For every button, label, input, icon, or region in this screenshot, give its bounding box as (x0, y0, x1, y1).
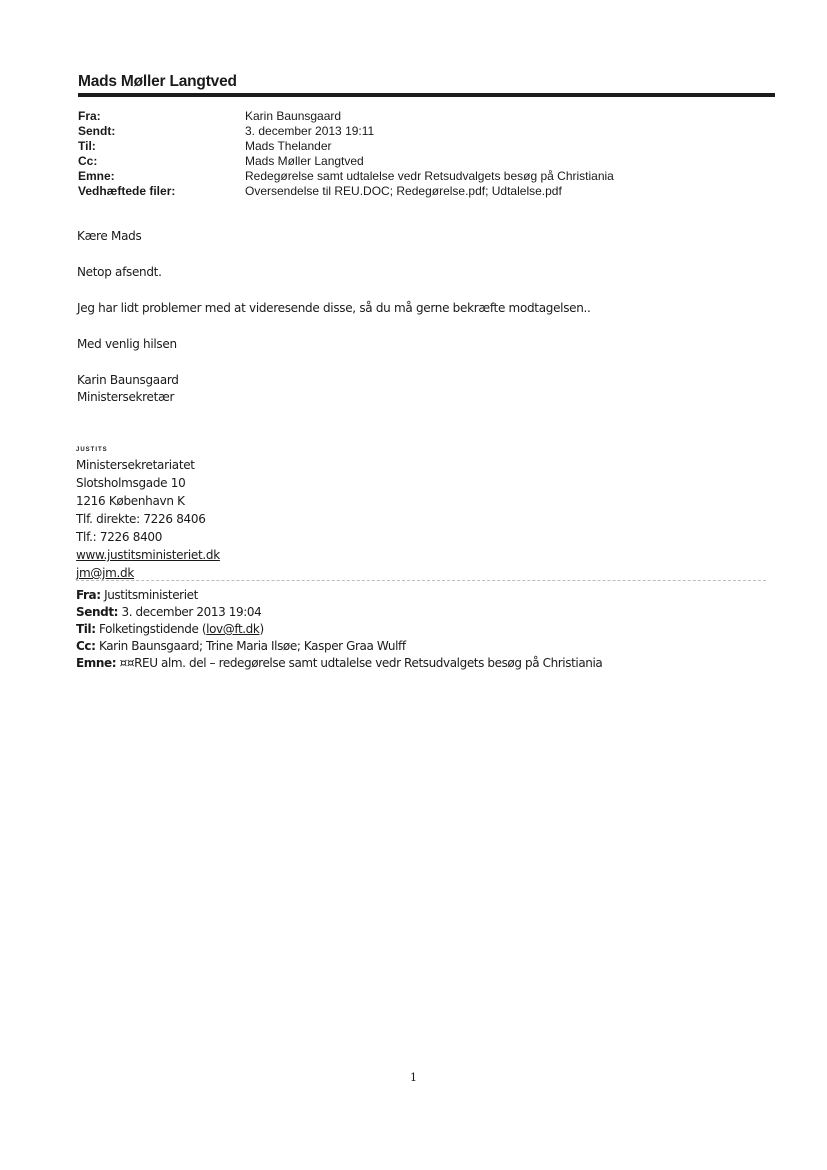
title-rule (78, 93, 775, 97)
forward-separator (76, 580, 766, 581)
greeting: Kære Mads (77, 229, 142, 243)
website-link[interactable]: www.justitsministeriet.dk (76, 548, 220, 562)
body-line-2: Jeg har lidt problemer med at videresende disse, så du må gerne bekræfte modtagelsen.. (77, 301, 591, 315)
signature-city: 1216 København K (76, 494, 185, 508)
cc-value: Mads Møller Langtved (245, 154, 364, 168)
forwarded-to-email-link[interactable]: lov@ft.dk (206, 622, 260, 636)
signature-phone: Tlf.: 7226 8400 (76, 530, 163, 544)
forwarded-cc (76, 639, 406, 654)
forwarded-cc-value: Karin Baunsgaard; Trine Maria Ilsøe; Kasper Graa Wulff (98, 639, 406, 653)
sent-value: 3. december 2013 19:11 (245, 124, 375, 138)
sender-name: Karin Baunsgaard (77, 373, 179, 387)
forwarded-sent-value: 3. december 2013 19:04 (121, 605, 262, 619)
subject-value: Redegørelse samt udtalelse vedr Retsudvalgets besøg på Christiania (245, 169, 614, 183)
forwarded-cc-label: Cc: (76, 639, 96, 653)
sender-title: Ministersekretær (77, 390, 175, 404)
from-label: Fra: (78, 109, 101, 123)
forwarded-subject (76, 656, 602, 671)
document-title: Mads Møller Langtved (78, 73, 237, 90)
attachments-value: Oversendelse til REU.DOC; Redegørelse.pdf; Udtalelse.pdf (245, 184, 562, 198)
subject-label: Emne: (78, 169, 115, 183)
to-label: Til: (78, 139, 96, 153)
attachments-label: Vedhæftede filer: (78, 184, 176, 198)
forwarded-subject-value: ¤¤REU alm. del – redegørelse samt udtalelse vedr Retsudvalgets besøg på Christiania (119, 656, 603, 670)
forwarded-to-value: Folketingstidende (99, 622, 199, 636)
closing: Med venlig hilsen (77, 337, 177, 351)
forwarded-from-value: Justitsministeriet (104, 588, 198, 602)
from-value: Karin Baunsgaard (245, 109, 342, 123)
cc-label: Cc: (78, 154, 98, 168)
forwarded-from-label: Fra: (76, 588, 101, 602)
forwarded-from (76, 588, 198, 603)
to-value: Mads Thelander (245, 139, 332, 153)
forwarded-to-label: Til: (76, 622, 96, 636)
signature-street: Slotsholmsgade 10 (76, 476, 186, 490)
sent-label: Sendt: (78, 124, 116, 138)
forwarded-to: Til: Folketingstidende (lov@ft.dk) (76, 622, 264, 636)
forwarded-sent (76, 605, 261, 620)
signature-phone-direct: Tlf. direkte: 7226 8406 (76, 512, 206, 526)
signature-unit: Ministersekretariatet (76, 458, 195, 472)
ministry-logo: JUSTITS (76, 447, 108, 453)
forwarded-sent-label: Sendt: (76, 605, 119, 619)
email-link[interactable]: jm@jm.dk (76, 566, 135, 580)
body-line-1: Netop afsendt. (77, 265, 162, 279)
forwarded-subject-label: Emne: (76, 656, 117, 670)
page-number: 1 (410, 1071, 417, 1084)
